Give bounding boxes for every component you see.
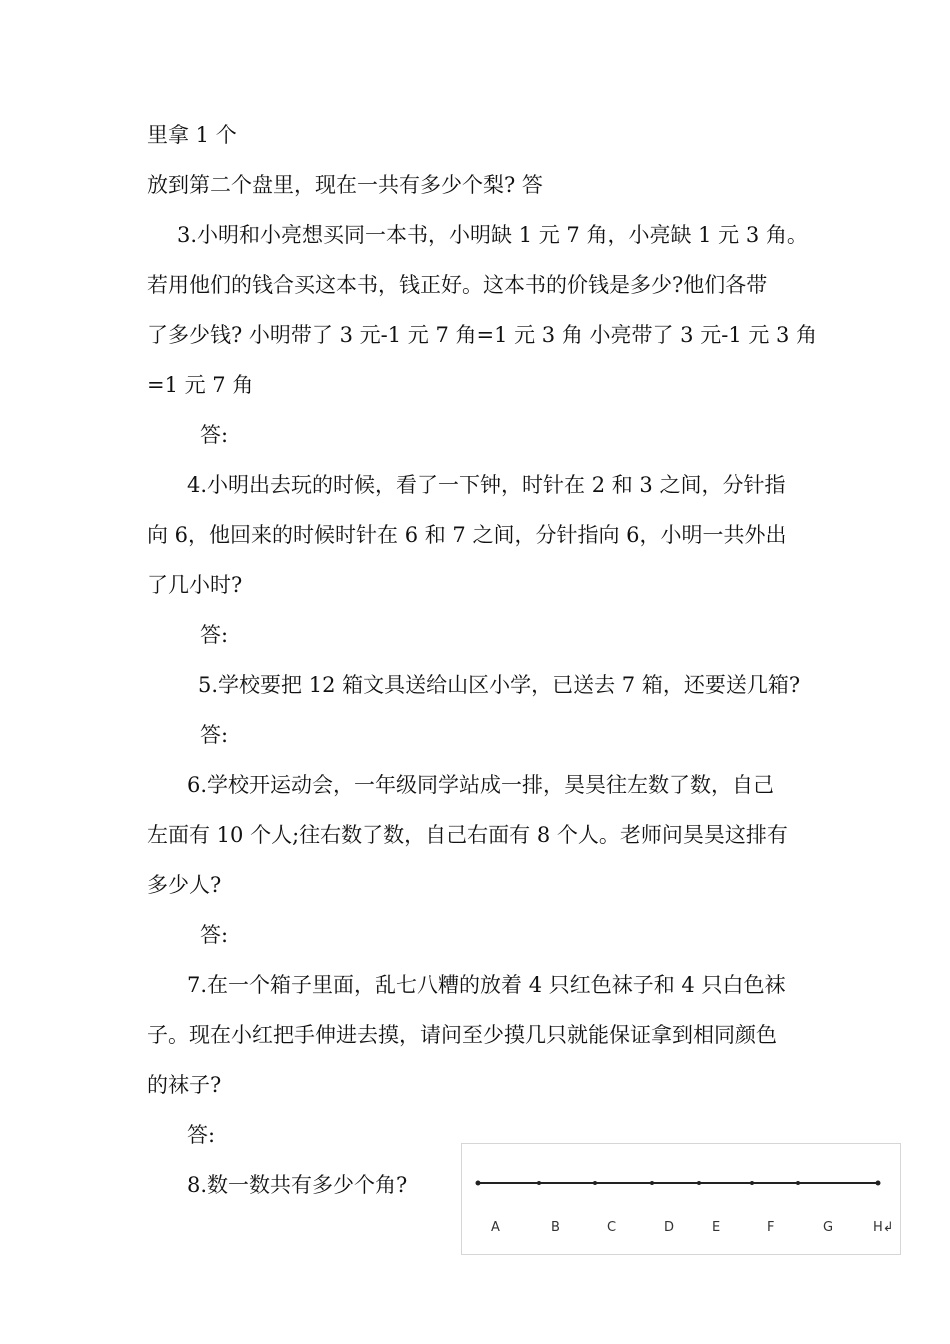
problem-5-line-1: 5.学校要把 12 箱文具送给山区小学，已送去 7 箱，还要送几箱? [198,673,801,697]
point-b-dot [537,1181,541,1185]
label-d: D [664,1220,675,1235]
answer-4: 答: [200,623,229,647]
problem-7-line-3: 的袜子? [147,1073,222,1097]
answer-6: 答: [200,923,229,947]
label-c: C [607,1220,617,1235]
answer-5: 答: [200,723,229,747]
problem-6-line-2: 左面有 10 个人;往右数了数，自己右面有 8 个人。老师问昊昊这排有 [147,823,788,847]
point-h-dot [876,1181,881,1186]
point-f-dot [750,1181,754,1185]
problem-7-line-1: 7.在一个箱子里面，乱七八糟的放着 4 只红色袜子和 4 只白色袜 [187,973,786,997]
ray-diagram [462,1144,900,1254]
label-e: E [712,1220,721,1235]
problem-3-line-4: =1 元 7 角 [147,373,254,397]
point-d-dot [650,1181,654,1185]
text-line-1: 里拿 1 个 [147,123,237,147]
label-b: B [551,1220,560,1235]
problem-6-line-1: 6.学校开运动会，一年级同学站成一排，昊昊往左数了数，自己 [187,773,775,797]
text-line-2: 放到第二个盘里，现在一共有多少个梨? 答 [147,173,543,197]
problem-8-line-1: 8.数一数共有多少个角? [187,1173,408,1197]
problem-7-line-2: 子。现在小红把手伸进去摸，请问至少摸几只就能保证拿到相同颜色 [147,1023,777,1047]
label-a: A [491,1220,500,1235]
problem-4-line-3: 了几小时? [147,573,243,597]
answer-3: 答: [200,423,229,447]
angle-count-figure [461,1143,901,1255]
problem-3-line-1: 3.小明和小亮想买同一本书，小明缺 1 元 7 角，小亮缺 1 元 3 角。 [177,223,808,247]
answer-7: 答: [187,1123,216,1147]
problem-4-line-1: 4.小明出去玩的时候，看了一下钟，时针在 2 和 3 之间，分针指 [187,473,786,497]
problem-6-line-3: 多少人? [147,873,222,897]
point-a-dot [476,1181,481,1186]
label-f: F [767,1220,775,1235]
problem-3-line-2: 若用他们的钱合买这本书，钱正好。这本书的价钱是多少?他们各带 [147,273,768,297]
label-g: G [823,1220,834,1235]
point-g-dot [796,1181,800,1185]
problem-3-line-3: 了多少钱? 小明带了 3 元-1 元 7 角=1 元 3 角 小亮带了 3 元-1 元 3 角 [147,323,818,347]
point-e-dot [697,1181,701,1185]
label-h: H↲ [873,1220,894,1235]
point-c-dot [593,1181,597,1185]
problem-4-line-2: 向 6，他回来的时候时针在 6 和 7 之间，分针指向 6，小明一共外出 [147,523,787,547]
